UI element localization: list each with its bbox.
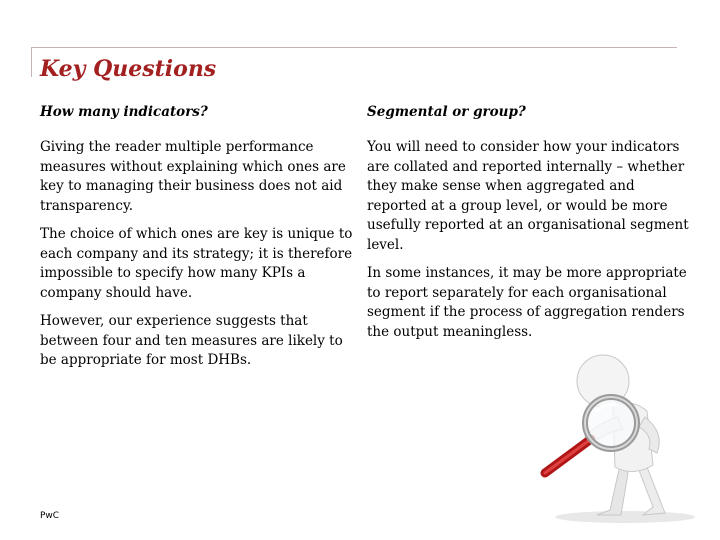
left-heading: How many indicators? bbox=[40, 104, 208, 120]
title-rule-vertical bbox=[31, 47, 32, 77]
left-paragraph-2: The choice of which ones are key is unique to each company and its strategy; it is therefore impossible to specify how many KPIs a company should have. bbox=[40, 226, 353, 301]
right-heading: Segmental or group? bbox=[367, 104, 526, 120]
right-paragraph-2: In some instances, it may be more appropriate to report separately for each organisational segment if the process of aggregation renders the output meaningless. bbox=[367, 265, 687, 340]
right-paragraph-1: You will need to consider how your indicators are collated and reported internally – whether they make sense when aggregated and reported at a group level, or would be more usefully reported at an organisational segment level. bbox=[367, 139, 689, 253]
person-with-magnifying-glass-icon bbox=[525, 345, 715, 525]
footer-label: PwC bbox=[40, 511, 60, 521]
left-column bbox=[40, 104, 360, 380]
page-title: Key Questions bbox=[40, 56, 217, 82]
left-paragraph-3: However, our experience suggests that between four and ten measures are likely to be appropriate for most DHBs. bbox=[40, 313, 343, 368]
title-rule-horizontal bbox=[31, 47, 677, 48]
right-column bbox=[367, 104, 697, 351]
left-paragraph-1: Giving the reader multiple performance measures without explaining which ones are key to managing their business does not aid transparency. bbox=[40, 139, 346, 214]
